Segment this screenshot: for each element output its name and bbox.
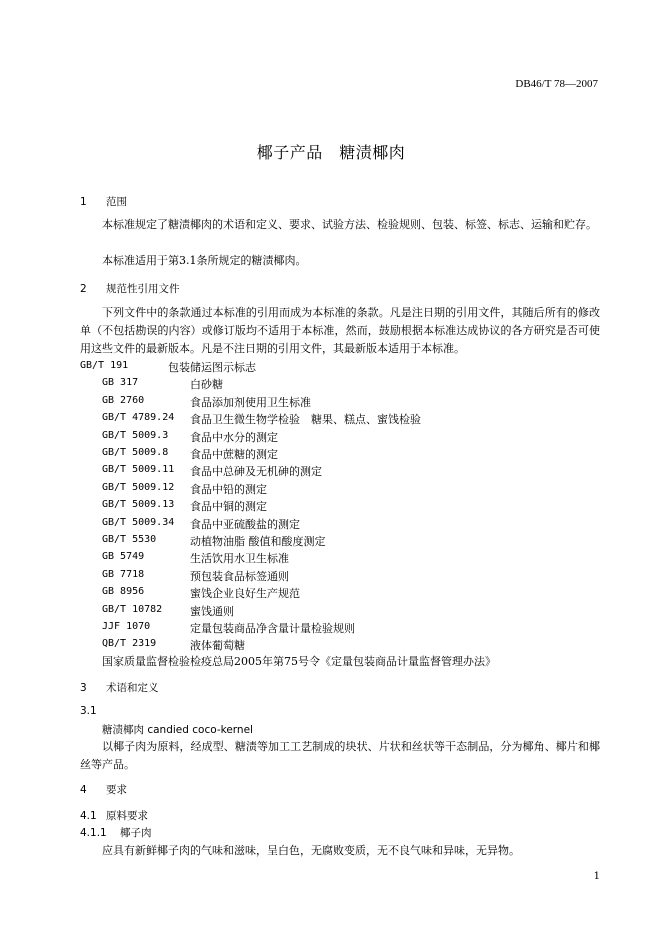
subsection-number: 4.1	[80, 810, 97, 822]
section-number: 2	[80, 283, 87, 295]
subsection-number: 4.1.1	[80, 827, 107, 839]
reference-title: 食品中铅的测定	[190, 482, 267, 496]
reference-item	[102, 481, 602, 498]
reference-item	[102, 533, 602, 550]
term-definition: 以椰子肉为原料，经成型、糖渍等加工工艺制成的块状、片状和丝状等干态制品，分为椰角、椰片和椰丝等产品。	[80, 740, 600, 771]
page-number: 1	[593, 871, 600, 882]
section-title: 范围	[106, 196, 127, 208]
reference-title: 食品中水分的测定	[190, 430, 278, 444]
reference-code: GB/T 191	[80, 360, 129, 371]
reference-code: GB/T 5009.11	[102, 464, 175, 476]
reference-title: 食品卫生微生物学检验 糖果、糕点、蜜饯检验	[190, 413, 421, 427]
coconut-meat-requirement: 应具有新鲜椰子肉的气味和滋味，呈白色，无腐败变质，无不良气味和异味，无异物。	[102, 844, 520, 857]
section-title: 要求	[106, 784, 127, 796]
clause-number: 3.1	[80, 705, 97, 717]
reference-code: GB 8956	[102, 586, 145, 598]
section-1-heading	[80, 194, 127, 209]
subsection-title: 原料要求	[106, 810, 148, 822]
reference-item	[102, 429, 602, 446]
section-title: 规范性引用文件	[106, 283, 180, 295]
reference-code: GB/T 4789.24	[102, 412, 175, 424]
reference-title: 生活饮用水卫生标准	[190, 552, 289, 566]
reference-title: 液体葡萄糖	[190, 639, 245, 653]
reference-code: QB/T 2319	[102, 638, 157, 650]
page-title: 椰子产品 糖渍椰肉	[256, 143, 406, 162]
reference-item	[102, 376, 602, 393]
reference-item	[102, 550, 602, 567]
scope-applicability: 本标准适用于第3.1条所规定的糖渍椰肉。	[102, 254, 307, 267]
subsection-4-1-heading	[80, 808, 148, 823]
reference-title: 动植物油脂 酸值和酸度测定	[190, 535, 326, 548]
reference-title: 包装储运图示标志	[168, 361, 256, 374]
reference-code: GB/T 5009.12	[102, 481, 175, 493]
reference-item	[102, 603, 602, 620]
reference-title: 蜜饯企业良好生产规范	[190, 587, 300, 601]
reference-code: GB/T 5009.3	[102, 429, 169, 441]
reference-item	[102, 498, 602, 515]
document-code: DB46/T 78—2007	[515, 78, 598, 90]
section-number: 1	[80, 196, 87, 208]
reference-title: 食品中铜的测定	[190, 500, 267, 514]
reference-title: 食品中总砷及无机砷的测定	[190, 465, 322, 479]
reference-code: GB/T 5009.13	[102, 499, 175, 511]
reference-item	[102, 568, 602, 585]
reference-code: GB/T 5009.34	[102, 516, 175, 528]
section-number: 3	[80, 682, 87, 694]
reference-item	[102, 411, 602, 428]
reference-code: GB/T 5009.8	[102, 447, 169, 458]
subsection-4-1-1-heading	[80, 825, 152, 840]
reference-title: 白砂糖	[190, 378, 223, 392]
scope-paragraph: 本标准规定了糖渍椰肉的术语和定义、要求、试验方法、检验规则、包装、标签、标志、运输和贮存。	[102, 218, 597, 231]
subsection-title: 椰子肉	[120, 827, 152, 839]
reference-item	[102, 394, 602, 411]
reference-code: GB 2760	[102, 394, 145, 406]
reference-code: GB/T 10782	[102, 603, 163, 615]
reference-item	[102, 446, 602, 463]
reference-item	[102, 516, 602, 533]
section-title: 术语和定义	[106, 682, 159, 694]
section-3-heading	[80, 680, 159, 695]
section-2-heading	[80, 281, 180, 296]
reference-item	[102, 620, 602, 637]
term-title: 糖渍椰肉 candied coco-kernel	[102, 724, 253, 736]
reference-title: 定量包装商品净含量计量检验规则	[190, 622, 355, 635]
reference-title: 预包装食品标签通则	[190, 569, 289, 583]
reference-code: JJF 1070	[102, 621, 151, 632]
section-4-heading	[80, 782, 127, 797]
references-intro: 下列文件中的条款通过本标准的引用而成为本标准的条款。凡是注日期的引用文件，其随后所有的修改单（不包括勘误的内容）或修订版均不适用于本标准，然而，鼓励根据本标准达成协议的各方研究是否可使用这些文件的最新版本。凡是不注日期的引用文件，其最新版本适用于本标准。	[80, 306, 600, 355]
reference-code: GB/T 5530	[102, 534, 157, 545]
reference-title: 食品添加剂使用卫生标准	[190, 395, 311, 409]
reference-title: 食品中蔗糖的测定	[190, 448, 278, 461]
reference-item	[102, 463, 602, 480]
decree-reference: 国家质量监督检验检疫总局2005年第75号令《定量包装商品计量监督管理办法》	[102, 655, 496, 668]
reference-code: GB 317	[102, 377, 139, 389]
reference-item	[102, 637, 602, 654]
section-number: 4	[80, 784, 87, 796]
reference-item	[80, 359, 580, 376]
reference-item	[102, 585, 602, 602]
reference-code: GB 7718	[102, 568, 145, 580]
reference-code: GB 5749	[102, 551, 145, 563]
reference-title: 食品中亚硫酸盐的测定	[190, 517, 300, 531]
reference-title: 蜜饯通则	[190, 604, 234, 618]
